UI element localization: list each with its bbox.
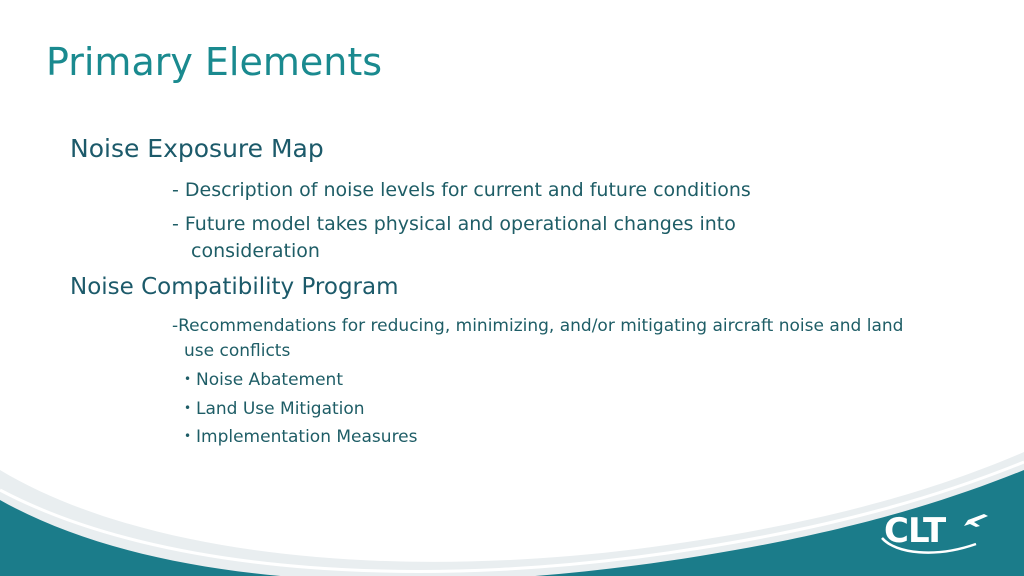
nem-item-1: - Description of noise levels for current and future conditions <box>172 179 751 201</box>
heading-noise-exposure-map: Noise Exposure Map <box>70 134 324 163</box>
nem-item-2-cont: consideration <box>191 240 320 262</box>
ncp-item-1: -Recommendations for reducing, minimizing, and/or mitigating aircraft noise and land <box>172 316 904 336</box>
ncp-item-1-cont: use conflicts <box>184 341 291 361</box>
bullet-dot-icon: • <box>184 401 192 415</box>
bullet-text: Implementation Measures <box>196 427 418 447</box>
bullet-dot-icon: • <box>184 372 192 386</box>
bullet-text: Noise Abatement <box>196 370 343 390</box>
bullet-item <box>184 370 343 390</box>
clt-logo-icon <box>876 508 996 558</box>
bullet-item <box>184 399 365 419</box>
airplane-icon <box>964 514 988 527</box>
nem-item-2: - Future model takes physical and operational changes into <box>172 213 736 235</box>
heading-noise-compatibility-program: Noise Compatibility Program <box>70 274 399 300</box>
slide-title: Primary Elements <box>46 40 383 84</box>
bullet-text: Land Use Mitigation <box>196 399 365 419</box>
logo-text: CLT <box>884 511 946 551</box>
clt-logo <box>876 508 996 562</box>
bullet-dot-icon: • <box>184 429 192 443</box>
bullet-item <box>184 427 418 447</box>
